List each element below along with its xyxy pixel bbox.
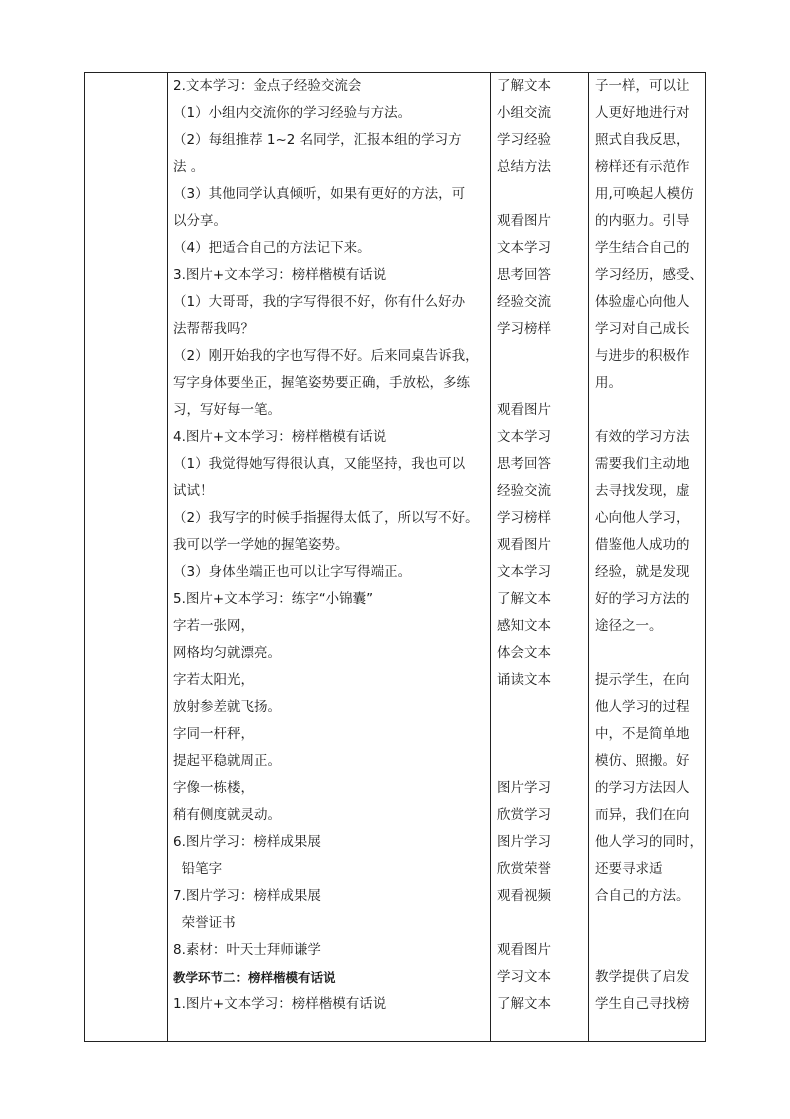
activity-item: 文本学习	[497, 429, 551, 445]
content-line: 3.图片+文本学习：榜样楷模有话说	[173, 267, 387, 283]
activity-item: 思考回答	[497, 456, 551, 472]
content-line: 我可以学一学她的握笔姿势。	[173, 537, 349, 553]
intent-line: 人更好地进行对	[595, 105, 690, 121]
column-divider	[167, 73, 168, 1041]
intent-line: 学生结合自己的	[595, 240, 690, 256]
intent-line: 与进步的积极作	[595, 348, 690, 364]
activity-item: 总结方法	[497, 159, 551, 175]
content-line: 7.图片学习：榜样成果展	[173, 888, 321, 904]
activity-item: 观看图片	[497, 213, 551, 229]
activity-item: 经验交流	[497, 483, 551, 499]
activity-item: 欣赏荣誉	[497, 861, 551, 877]
content-line: （2）我写字的时候手指握得太低了，所以写不好。	[173, 510, 479, 526]
activity-item: 经验交流	[497, 294, 551, 310]
intent-line: 体验虚心向他人	[595, 294, 690, 310]
activity-item: 感知文本	[497, 618, 551, 634]
intent-line: 学习对自己成长	[595, 321, 690, 337]
content-line: 字像一栋楼，	[173, 780, 254, 796]
content-line: （1）我觉得她写得很认真，又能坚持，我也可以	[173, 456, 466, 472]
activity-item: 了解文本	[497, 591, 551, 607]
intent-line: 的学习方法因人	[595, 780, 690, 796]
content-line: 6.图片学习：榜样成果展	[173, 834, 321, 850]
activity-item: 观看图片	[497, 942, 551, 958]
content-line: 字若太阳光，	[173, 672, 254, 688]
activity-item: 了解文本	[497, 996, 551, 1012]
intent-line: 的内驱力。引导	[595, 213, 690, 229]
intent-line: 还要寻求适	[595, 861, 663, 877]
intent-line: 照式自我反思，	[595, 132, 690, 148]
content-line: 以分享。	[173, 213, 227, 229]
content-line: （1）大哥哥，我的字写得很不好，你有什么好办	[173, 294, 466, 310]
activity-item: 文本学习	[497, 564, 551, 580]
content-line: 2.文本学习：金点子经验交流会	[173, 78, 362, 94]
content-line: 法帮帮我吗？	[173, 321, 254, 337]
activity-item: 小组交流	[497, 105, 551, 121]
column-divider	[490, 73, 491, 1041]
intent-line: 心向他人学习，	[595, 510, 690, 526]
content-line: 写字身体要坐正，握笔姿势要正确，手放松，多练	[173, 375, 470, 391]
activity-item: 观看视频	[497, 888, 551, 904]
activity-item: 诵读文本	[497, 672, 551, 688]
intent-line: 而异，我们在向	[595, 807, 690, 823]
content-line: （3）身体坐端正也可以让字写得端正。	[173, 564, 412, 580]
activity-item: 观看图片	[497, 402, 551, 418]
intent-line: 他人学习的过程	[595, 699, 690, 715]
intent-line: 有效的学习方法	[595, 429, 690, 445]
content-line: 5.图片+文本学习：练字“小锦囊”	[173, 591, 374, 607]
content-line: 铅笔字	[173, 861, 223, 877]
intent-line: 需要我们主动地	[595, 456, 690, 472]
content-line: 习，写好每一笔。	[173, 402, 281, 418]
content-line: 稍有侧度就灵动。	[173, 807, 281, 823]
content-line: 网格均匀就漂亮。	[173, 645, 281, 661]
intent-line: 教学提供了启发	[595, 969, 690, 985]
intent-line: 用。	[595, 375, 622, 391]
intent-line: 借鉴他人成功的	[595, 537, 690, 553]
intent-line: 合自己的方法。	[595, 888, 690, 904]
activity-item: 观看图片	[497, 537, 551, 553]
content-line: 荣誉证书	[173, 915, 236, 931]
content-line: 法 。	[173, 159, 205, 175]
content-line: 4.图片+文本学习：榜样楷模有话说	[173, 429, 387, 445]
content-line: （1）小组内交流你的学习经验与方法。	[173, 105, 412, 121]
activity-item: 体会文本	[497, 645, 551, 661]
activity-item: 了解文本	[497, 78, 551, 94]
intent-line: 好的学习方法的	[595, 591, 690, 607]
intent-line: 经验，就是发现	[595, 564, 690, 580]
activity-item: 思考回答	[497, 267, 551, 283]
content-line: （3）其他同学认真倾听，如果有更好的方法，可	[173, 186, 466, 202]
section-heading: 教学环节二：榜样楷模有话说	[173, 970, 336, 985]
content-line: 放射参差就飞扬。	[173, 699, 281, 715]
intent-line: 子一样，可以让	[595, 78, 690, 94]
intent-line: 榜样还有示范作	[595, 159, 690, 175]
intent-line: 途径之一。	[595, 618, 663, 634]
content-line: 8.素材：叶天士拜师谦学	[173, 942, 321, 958]
intent-line: 用,可唤起人模仿	[595, 186, 694, 202]
content-line: （2）每组推荐 1~2 名同学，汇报本组的学习方	[173, 132, 462, 148]
intent-line: 去寻找发现，虚	[595, 483, 690, 499]
intent-line: 中，不是简单地	[595, 726, 690, 742]
content-line: （4）把适合自己的方法记下来。	[173, 240, 371, 256]
activity-item: 欣赏学习	[497, 807, 551, 823]
content-line: 1.图片+文本学习：榜样楷模有话说	[173, 996, 387, 1012]
intent-line: 学习经历，感受、	[595, 267, 703, 283]
content-line: （2）刚开始我的字也写得不好。后来同桌告诉我，	[173, 348, 479, 364]
content-line: 试试！	[173, 483, 214, 499]
activity-item: 文本学习	[497, 240, 551, 256]
activity-item: 学习榜样	[497, 321, 551, 337]
activity-item: 学习文本	[497, 969, 551, 985]
activity-item: 图片学习	[497, 834, 551, 850]
intent-line: 学生自己寻找榜	[595, 996, 690, 1012]
activity-item: 学习榜样	[497, 510, 551, 526]
content-line: 字同一杆秤，	[173, 726, 254, 742]
content-line: 字若一张网，	[173, 618, 254, 634]
activity-item: 学习经验	[497, 132, 551, 148]
activity-item: 图片学习	[497, 780, 551, 796]
intent-line: 模仿、照搬。好	[595, 753, 690, 769]
intent-line: 他人学习的同时，	[595, 834, 703, 850]
column-divider	[588, 73, 589, 1041]
content-line: 提起平稳就周正。	[173, 753, 281, 769]
intent-line: 提示学生，在向	[595, 672, 690, 688]
lesson-plan-table	[84, 72, 706, 1042]
